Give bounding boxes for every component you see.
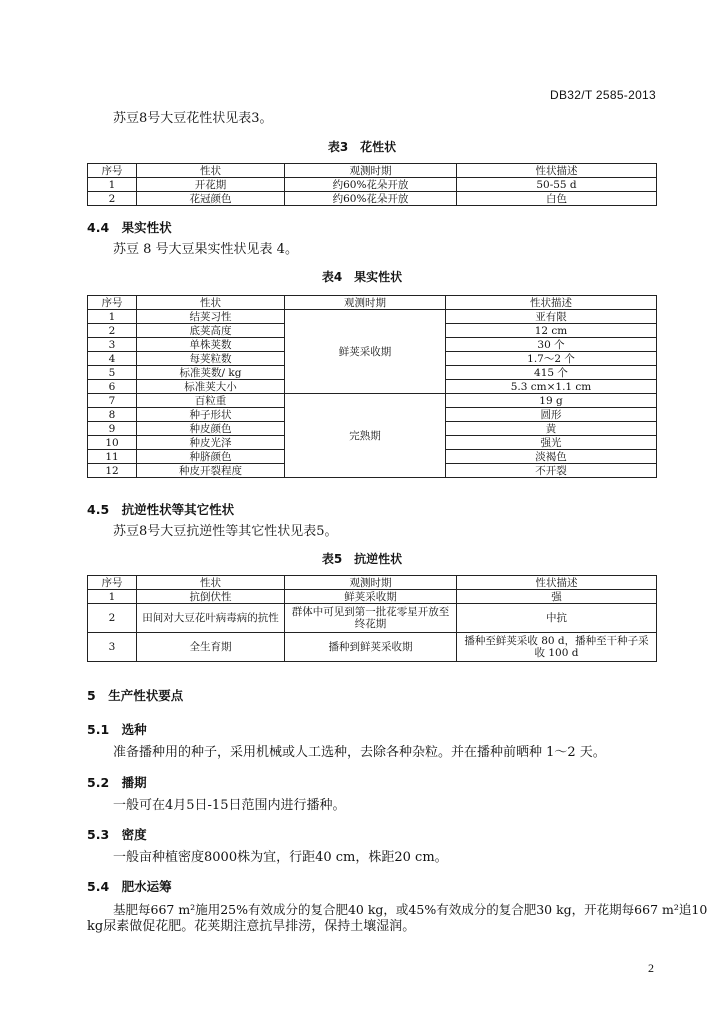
page-number: 2 xyxy=(648,961,654,975)
table-header-row xyxy=(88,164,657,178)
table-cell: 中抗 xyxy=(457,604,657,633)
table5 xyxy=(87,575,657,662)
table-cell: 标准荚数/ kg xyxy=(137,366,285,380)
table3 xyxy=(87,163,657,206)
table-row xyxy=(88,394,657,408)
table-cell: 播种到鲜荚采收期 xyxy=(285,633,457,662)
header-cell: 观测时期 xyxy=(285,296,446,310)
table-cell: 50-55 d xyxy=(457,178,657,192)
table-cell: 种皮颜色 xyxy=(137,422,285,436)
table4-caption: 表4 果实性状 xyxy=(321,270,403,284)
section-heading-5-2: 5.2 播期 xyxy=(87,775,147,790)
table-cell: 5.3 cm×1.1 cm xyxy=(446,380,657,394)
table-cell: 9 xyxy=(88,422,137,436)
header-cell: 序号 xyxy=(88,296,137,310)
table-cell: 8 xyxy=(88,408,137,422)
header-cell: 性状 xyxy=(137,164,285,178)
table-cell: 7 xyxy=(88,394,137,408)
table-cell: 百粒重 xyxy=(137,394,285,408)
section-heading-4-5: 4.5 抗逆性状等其它性状 xyxy=(87,502,235,517)
table-cell: 30 个 xyxy=(446,338,657,352)
table-cell: 12 cm xyxy=(446,324,657,338)
table-cell: 鲜荚采收期 xyxy=(285,590,457,604)
paragraph-5-3: 一般亩种植密度8000株为宜，行距40 cm，株距20 cm。 xyxy=(113,850,448,865)
header-cell: 性状描述 xyxy=(446,296,657,310)
table-cell: 12 xyxy=(88,464,137,478)
table5-caption: 表5 抗逆性状 xyxy=(321,552,403,566)
table4 xyxy=(87,295,657,478)
table-cell: 全生育期 xyxy=(137,633,285,662)
table-cell: 约60%花朵开放 xyxy=(285,192,457,206)
table-row xyxy=(88,192,657,206)
table-cell: 田间对大豆花叶病毒病的抗性 xyxy=(137,604,285,633)
header-cell: 观测时期 xyxy=(285,576,457,590)
table-cell: 黄 xyxy=(446,422,657,436)
paragraph-5-4-line2: kg尿素做促花肥。花荚期注意抗旱排涝，保持土壤湿润。 xyxy=(87,919,416,934)
table-cell: 抗倒伏性 xyxy=(137,590,285,604)
table-cell: 强光 xyxy=(446,436,657,450)
table-cell: 1.7～2 个 xyxy=(446,352,657,366)
header-cell: 观测时期 xyxy=(285,164,457,178)
section-heading-5-4: 5.4 肥水运筹 xyxy=(87,879,172,894)
table-cell-period: 鲜荚采收期 xyxy=(285,310,446,394)
table-cell: 底荚高度 xyxy=(137,324,285,338)
header-cell: 序号 xyxy=(88,576,137,590)
table-cell: 2 xyxy=(88,192,137,206)
table-cell: 3 xyxy=(88,633,137,662)
header-cell: 性状描述 xyxy=(457,576,657,590)
table4-intro: 苏豆 8 号大豆果实性状见表 4。 xyxy=(113,242,298,257)
table-cell: 种子形状 xyxy=(137,408,285,422)
table-cell: 19 g xyxy=(446,394,657,408)
table-cell: 5 xyxy=(88,366,137,380)
table-cell: 2 xyxy=(88,324,137,338)
table-cell: 花冠颜色 xyxy=(137,192,285,206)
table-cell: 结荚习性 xyxy=(137,310,285,324)
table-cell: 强 xyxy=(457,590,657,604)
table-cell: 11 xyxy=(88,450,137,464)
table-row xyxy=(88,633,657,662)
section-heading-5: 5 生产性状要点 xyxy=(87,688,184,703)
table-cell: 种皮光泽 xyxy=(137,436,285,450)
table-cell: 种脐颜色 xyxy=(137,450,285,464)
table-row xyxy=(88,310,657,324)
table-cell: 1 xyxy=(88,310,137,324)
table-cell: 标准荚大小 xyxy=(137,380,285,394)
table-cell-period: 完熟期 xyxy=(285,394,446,478)
paragraph-5-1: 准备播种用的种子，采用机械或人工选种，去除各种杂粒。并在播种前晒种 1～2 天。 xyxy=(113,745,606,760)
table-cell: 不开裂 xyxy=(446,464,657,478)
section-heading-5-3: 5.3 密度 xyxy=(87,827,147,842)
table-cell: 单株荚数 xyxy=(137,338,285,352)
table-cell: 3 xyxy=(88,338,137,352)
table-cell: 每荚粒数 xyxy=(137,352,285,366)
table-cell: 播种至鲜荚采收 80 d，播种至干种子采收 100 d xyxy=(457,633,657,662)
table-cell: 415 个 xyxy=(446,366,657,380)
table-cell: 6 xyxy=(88,380,137,394)
document-code: DB32/T 2585-2013 xyxy=(550,88,656,102)
section-heading-5-1: 5.1 选种 xyxy=(87,722,147,737)
paragraph-5-2: 一般可在4月5日-15日范围内进行播种。 xyxy=(113,798,346,813)
section-heading-4-4: 4.4 果实性状 xyxy=(87,220,172,235)
paragraph-5-4-line1: 基肥每667 m²施用25%有效成分的复合肥40 kg，或45%有效成分的复合肥30 kg，开花期每667 m²追10 xyxy=(113,902,708,917)
table-cell: 1 xyxy=(88,178,137,192)
table-row xyxy=(88,178,657,192)
header-cell: 序号 xyxy=(88,164,137,178)
table-header-row xyxy=(88,576,657,590)
table-cell: 开花期 xyxy=(137,178,285,192)
table-cell: 2 xyxy=(88,604,137,633)
table5-intro: 苏豆8号大豆抗逆性等其它性状见表5。 xyxy=(113,524,338,539)
table-cell: 约60%花朵开放 xyxy=(285,178,457,192)
table-row xyxy=(88,590,657,604)
table-cell: 淡褐色 xyxy=(446,450,657,464)
table-cell: 白色 xyxy=(457,192,657,206)
header-cell: 性状描述 xyxy=(457,164,657,178)
table-cell: 圆形 xyxy=(446,408,657,422)
header-cell: 性状 xyxy=(137,296,285,310)
header-cell: 性状 xyxy=(137,576,285,590)
table-cell: 亚有限 xyxy=(446,310,657,324)
table-cell: 种皮开裂程度 xyxy=(137,464,285,478)
table-cell: 10 xyxy=(88,436,137,450)
table-cell: 群体中可见到第一批花零星开放至终花期 xyxy=(285,604,457,633)
table-cell: 4 xyxy=(88,352,137,366)
table-header-row xyxy=(88,296,657,310)
table-cell: 1 xyxy=(88,590,137,604)
table-row xyxy=(88,604,657,633)
table3-caption: 表3 花性状 xyxy=(327,140,397,154)
table3-intro: 苏豆8号大豆花性状见表3。 xyxy=(113,111,273,126)
